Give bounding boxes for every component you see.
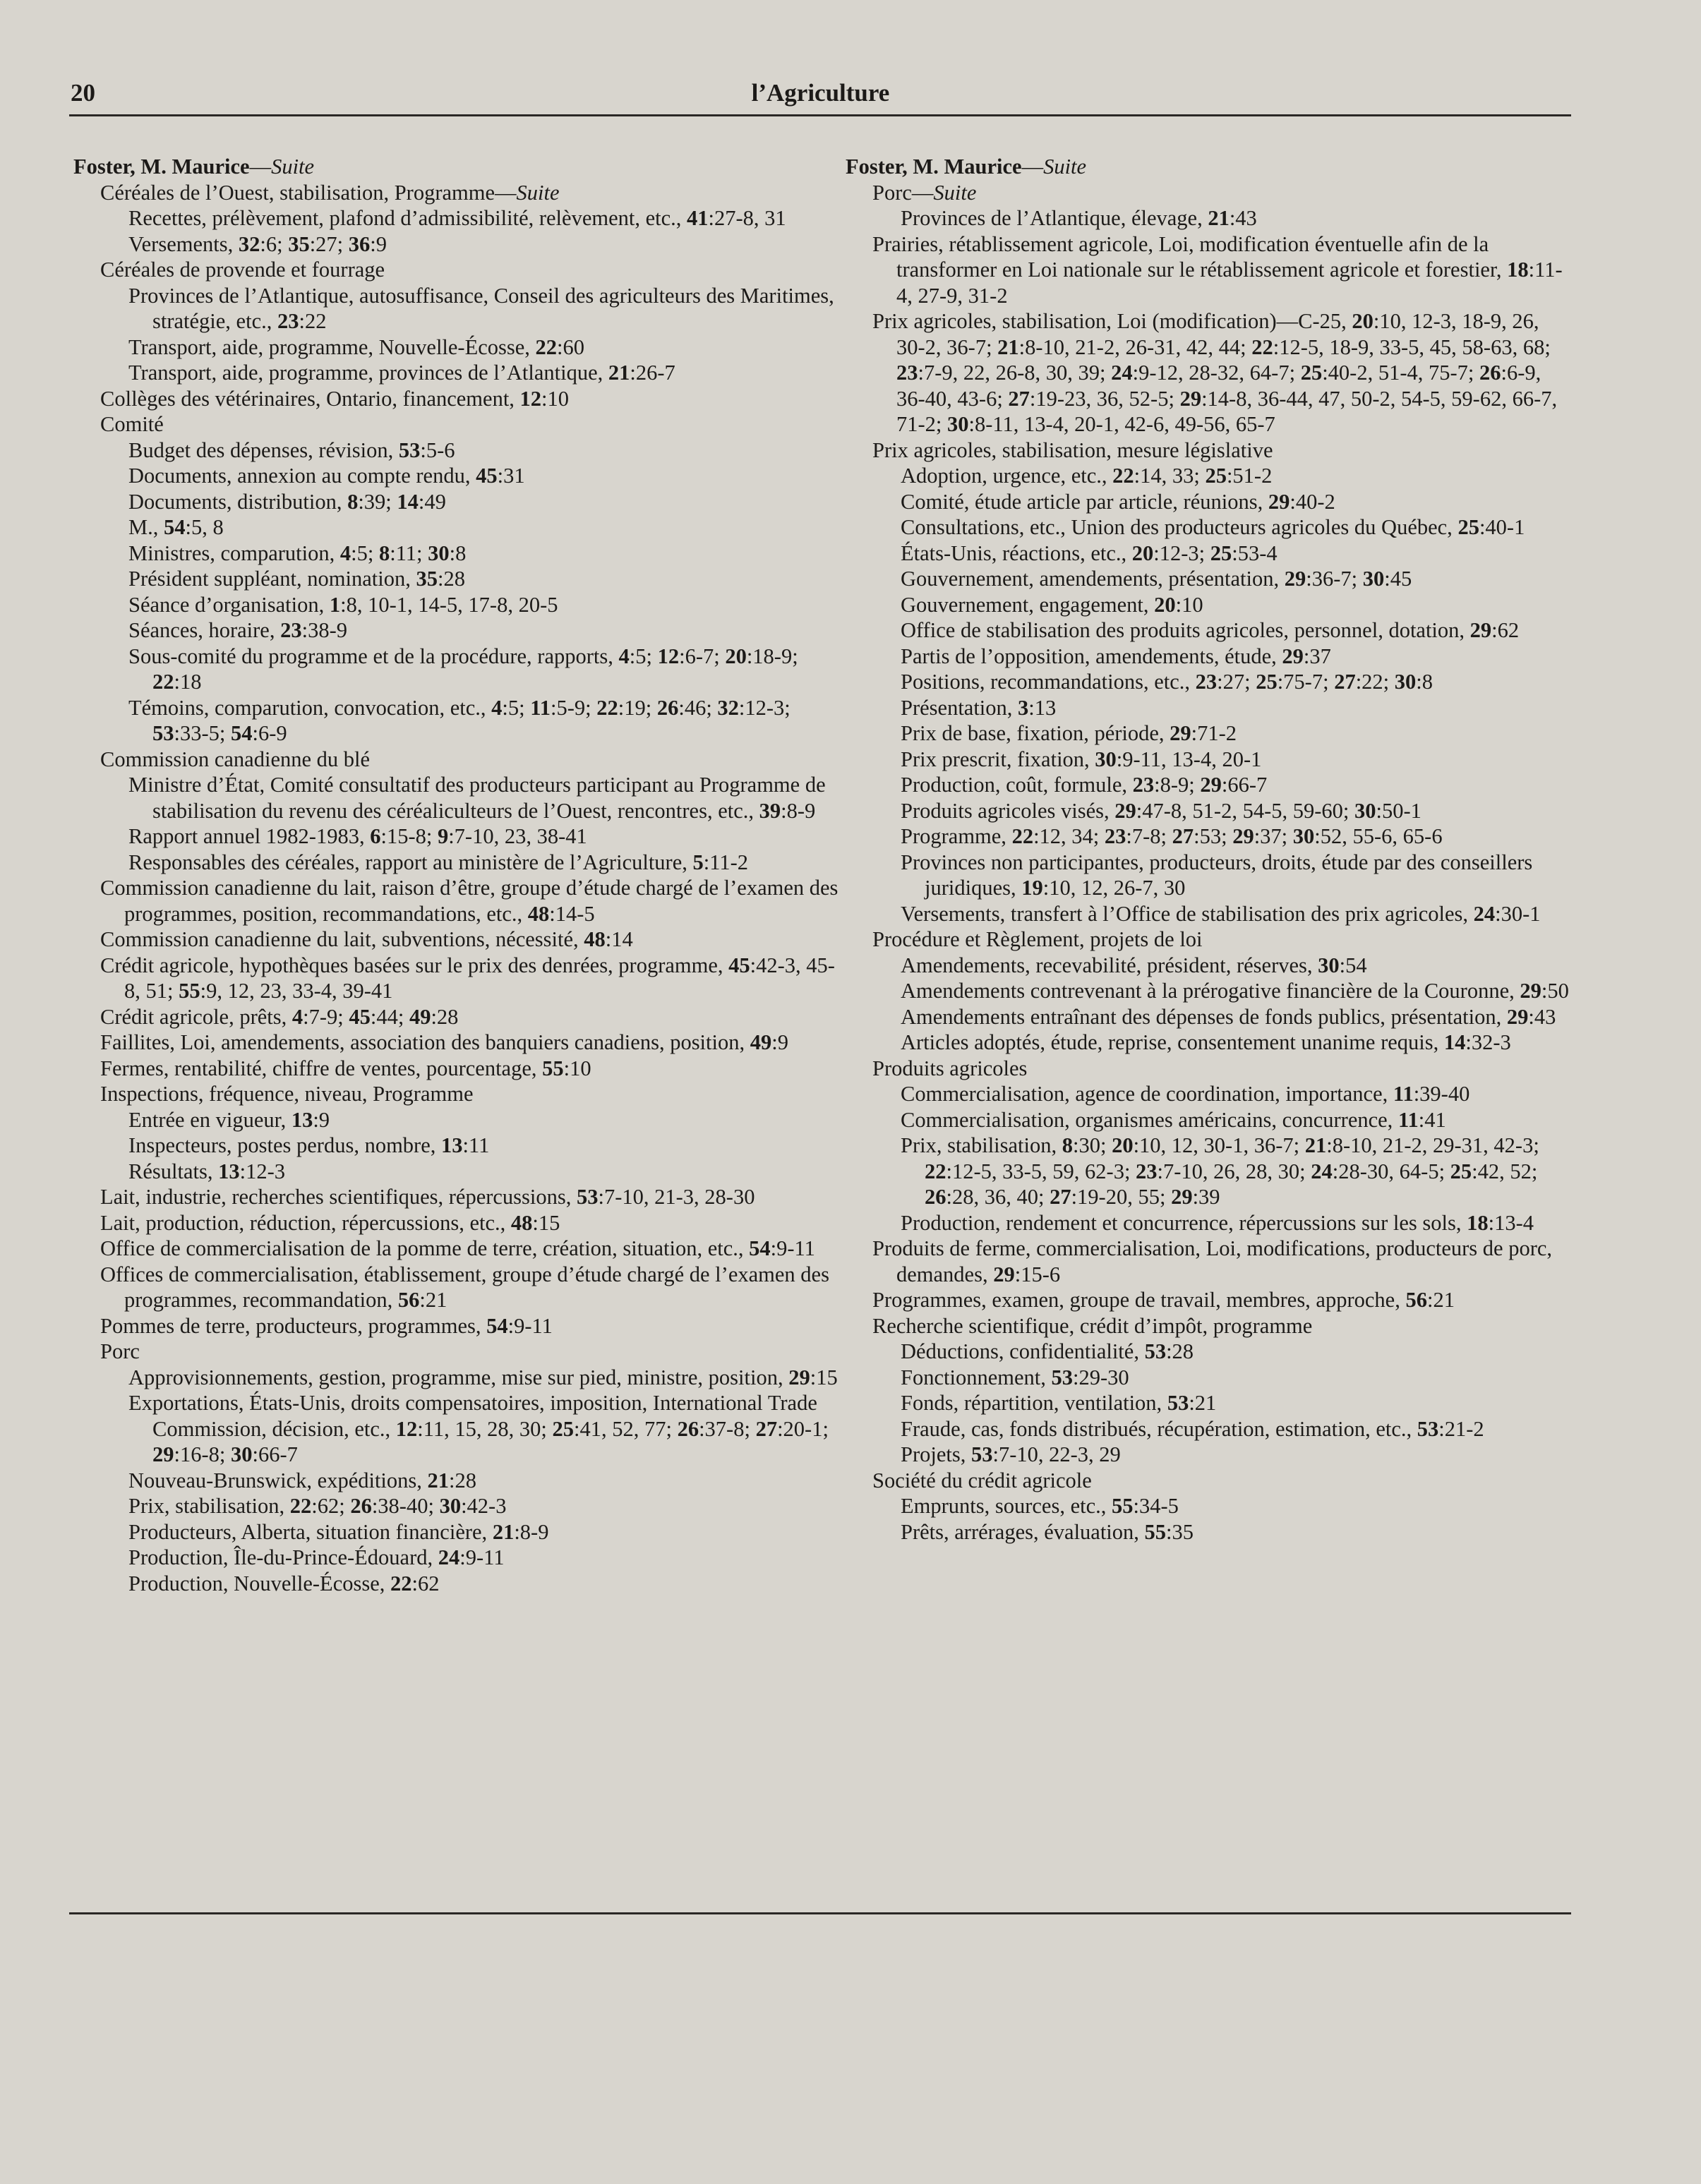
index-subentry: Comité, étude article par article, réunions, 29:40-2 [901,489,1335,514]
index-subentry: Production, coût, formule, 23:8-9; 29:66-7 [901,773,1268,797]
index-subentry: Versements, transfert à l’Office de stabilisation des prix agricoles, 24:30-1 [901,901,1541,926]
index-subentry: Gouvernement, amendements, présentation, 29:36-7; 30:45 [901,567,1412,591]
index-subentry: Amendements contrevenant à la prérogative financière de la Couronne, 29:50 [901,979,1569,1003]
header-rule [69,114,1571,116]
index-entry: Lait, production, réduction, répercussions, etc., 48:15 [100,1210,560,1235]
index-subentry: M., 54:5, 8 [128,515,224,539]
index-subentry: Office de stabilisation des produits agricoles, personnel, dotation, 29:62 [901,618,1520,642]
index-subentry: Ministre d’État, Comité consultatif des producteurs participant au Programme de stabilisation du revenu des céréaliculteurs de l’Ouest, rencontres, etc., 39:8-9 [128,773,826,823]
index-entry: Pommes de terre, producteurs, programmes, 54:9-11 [100,1313,553,1338]
index-entry: Crédit agricole, hypothèques basées sur le prix des denrées, programme, 45:42-3, 45-8, 51; 55:9, 12, 23, 33-4, 39-41 [100,953,835,1003]
index-entry: Prix agricoles, stabilisation, Loi (modification)—C-25, 20:10, 12-3, 18-9, 26, 30-2, 36-7; 21:8-10, 21-2, 26-31, 42, 44; 22:12-5, 18-9, 33-5, 45, 58-63, 68; 23:7-9, 22, 26-8, 30, 39; 24:9-12, 28-32, 64-7; 25:40-2, 51-4, 75-7; 26:6-9, 36-40, 43-6; 27:19-23, 36, 52-5; 29:14-8, 36-44, 47, 50-2, 54-5, 59-62, 66-7, 71-2; 30:8-11, 13-4, 20-1, 42-6, 49-56, 65-7 [872,309,1558,436]
index-subentry: Gouvernement, engagement, 20:10 [901,592,1203,617]
index-subentry: États-Unis, réactions, etc., 20:12-3; 25:53-4 [901,541,1278,565]
index-subentry: Production, rendement et concurrence, répercussions sur les sols, 18:13-4 [901,1210,1534,1235]
index-entry: Commission canadienne du blé [100,747,371,771]
index-entry: Fermes, rentabilité, chiffre de ventes, pourcentage, 55:10 [100,1056,591,1080]
index-subentry: Provinces de l’Atlantique, élevage, 21:43 [901,206,1257,230]
index-subentry: Projets, 53:7-10, 22-3, 29 [901,1442,1121,1466]
index-subentry: Production, Nouvelle-Écosse, 22:62 [128,1571,440,1595]
index-subentry: Commercialisation, organismes américains, concurrence, 11:41 [901,1107,1446,1132]
index-entry: Céréales de provende et fourrage [100,258,385,282]
index-subentry: Emprunts, sources, etc., 55:34-5 [901,1494,1179,1518]
index-subentry: Prix, stabilisation, 8:30; 20:10, 12, 30-1, 36-7; 21:8-10, 21-2, 29-31, 42-3; 22:12-5, 33-5, 59, 62-3; 23:7-10, 26, 28, 30; 24:28-30, 64-5; 25:42, 52; 26:28, 36, 40; 27:19-20, 55; 29:39 [901,1133,1539,1209]
index-subentry: Fonctionnement, 53:29-30 [901,1365,1129,1389]
index-subentry: Séances, horaire, 23:38-9 [128,618,347,642]
index-subentry: Producteurs, Alberta, situation financière, 21:8-9 [128,1519,549,1544]
index-subentry: Fraude, cas, fonds distribués, récupération, estimation, etc., 53:21-2 [901,1416,1484,1441]
index-subentry: Rapport annuel 1982-1983, 6:15-8; 9:7-10, 23, 38-41 [128,824,587,848]
index-subentry: Président suppléant, nomination, 35:28 [128,567,465,591]
index-entry: Office de commercialisation de la pomme de terre, création, situation, etc., 54:9-11 [100,1236,815,1260]
index-entry: Céréales de l’Ouest, stabilisation, Programme—Suite [100,180,560,205]
index-subentry: Présentation, 3:13 [901,695,1057,720]
index-entry: Produits agricoles [872,1056,1028,1080]
left-index-column [73,154,839,1596]
index-subentry: Provinces de l’Atlantique, autosuffisance, Conseil des agriculteurs des Maritimes, stratégie, etc., 23:22 [128,283,834,333]
index-entry: Prix agricoles, stabilisation, mesure législative [872,438,1273,462]
index-entry: Porc—Suite [872,180,977,205]
index-subentry: Inspecteurs, postes perdus, nombre, 13:11 [128,1133,490,1157]
index-entry: Offices de commercialisation, établissement, groupe d’étude chargé de l’examen des programmes, recommandation, 56:21 [100,1262,829,1312]
index-subentry: Consultations, etc., Union des producteurs agricoles du Québec, 25:40-1 [901,515,1525,539]
index-entry: Commission canadienne du lait, subventions, nécessité, 48:14 [100,927,633,951]
index-entry: Porc [100,1339,140,1363]
index-entry: Faillites, Loi, amendements, association des banquiers canadiens, position, 49:9 [100,1030,788,1054]
index-subentry: Amendements entraînant des dépenses de fonds publics, présentation, 29:43 [901,1004,1556,1029]
index-subentry: Entrée en vigueur, 13:9 [128,1107,330,1132]
index-entry: Comité [100,412,164,436]
index-subentry: Séance d’organisation, 1:8, 10-1, 14-5, 17-8, 20-5 [128,592,558,617]
index-entry: Commission canadienne du lait, raison d’être, groupe d’étude chargé de l’examen des programmes, position, recommandations, etc., 48:14-5 [100,876,839,926]
index-subentry: Nouveau-Brunswick, expéditions, 21:28 [128,1468,477,1492]
index-subentry: Documents, distribution, 8:39; 14:49 [128,489,446,514]
index-subentry: Partis de l’opposition, amendements, étude, 29:37 [901,644,1331,668]
page-header [71,79,1570,119]
index-entry: Prairies, rétablissement agricole, Loi, modification éventuelle afin de la transformer en Loi nationale sur le rétablissement agricole et forestier, 18:11-4, 27-9, 31-2 [872,231,1563,308]
index-subentry: Positions, recommandations, etc., 23:27; 25:75-7; 27:22; 30:8 [901,670,1433,694]
index-subentry: Programme, 22:12, 34; 23:7-8; 27:53; 29:37; 30:52, 55-6, 65-6 [901,824,1443,848]
index-subentry: Versements, 32:6; 35:27; 36:9 [128,231,387,256]
index-subentry: Déductions, confidentialité, 53:28 [901,1339,1194,1363]
index-subentry: Exportations, États-Unis, droits compensatoires, imposition, International Trade Commission, décision, etc., 12:11, 15, 28, 30; 25:41, 52, 77; 26:37-8; 27:20-1; 29:16-8; 30:66-7 [128,1391,829,1466]
index-entry: Inspections, fréquence, niveau, Programme [100,1082,474,1106]
index-subentry: Résultats, 13:12-3 [128,1159,285,1183]
index-subentry: Fonds, répartition, ventilation, 53:21 [901,1391,1217,1415]
index-heading: Foster, M. Maurice—Suite [846,155,1087,179]
index-subentry: Prix, stabilisation, 22:62; 26:38-40; 30:42-3 [128,1494,507,1518]
index-entry: Collèges des vétérinaires, Ontario, financement, 12:10 [100,386,570,411]
index-subentry: Témoins, comparution, convocation, etc., 4:5; 11:5-9; 22:19; 26:46; 32:12-3; 53:33-5; 54:6-9 [128,695,791,745]
index-subentry: Recettes, prélèvement, plafond d’admissibilité, relèvement, etc., 41:27-8, 31 [128,206,786,230]
index-subentry: Approvisionnements, gestion, programme, mise sur pied, ministre, position, 29:15 [128,1365,838,1389]
index-subentry: Adoption, urgence, etc., 22:14, 33; 25:51-2 [901,464,1273,488]
index-entry: Lait, industrie, recherches scientifiques, répercussions, 53:7-10, 21-3, 28-30 [100,1185,755,1209]
index-subentry: Prix prescrit, fixation, 30:9-11, 13-4, 20-1 [901,747,1262,771]
index-heading: Foster, M. Maurice—Suite [73,155,315,179]
index-subentry: Budget des dépenses, révision, 53:5-6 [128,438,455,462]
index-entry: Société du crédit agricole [872,1468,1092,1492]
index-subentry: Commercialisation, agence de coordination, importance, 11:39-40 [901,1082,1470,1106]
right-index-column [846,154,1573,1545]
index-subentry: Responsables des céréales, rapport au ministère de l’Agriculture, 5:11-2 [128,850,748,874]
index-subentry: Provinces non participantes, producteurs, droits, étude par des conseillers juridiques, 19:10, 12, 26-7, 30 [901,850,1533,900]
running-title: l’Agriculture [751,79,890,107]
index-subentry: Produits agricoles visés, 29:47-8, 51-2, 54-5, 59-60; 30:50-1 [901,798,1421,823]
index-subentry: Documents, annexion au compte rendu, 45:31 [128,464,525,488]
page-number: 20 [71,79,95,107]
index-entry: Recherche scientifique, crédit d’impôt, programme [872,1313,1313,1338]
index-entry: Crédit agricole, prêts, 4:7-9; 45:44; 49:28 [100,1004,459,1029]
index-subentry: Sous-comité du programme et de la procédure, rapports, 4:5; 12:6-7; 20:18-9; 22:18 [128,644,798,694]
index-subentry: Production, Île-du-Prince-Édouard, 24:9-11 [128,1545,505,1569]
index-subentry: Prix de base, fixation, période, 29:71-2 [901,721,1237,745]
footer-rule [69,1912,1571,1914]
index-subentry: Prêts, arrérages, évaluation, 55:35 [901,1519,1194,1544]
index-entry: Procédure et Règlement, projets de loi [872,927,1203,951]
index-subentry: Amendements, recevabilité, président, réserves, 30:54 [901,953,1367,977]
index-subentry: Transport, aide, programme, provinces de l’Atlantique, 21:26-7 [128,361,675,385]
index-subentry: Articles adoptés, étude, reprise, consentement unanime requis, 14:32-3 [901,1030,1511,1054]
index-subentry: Ministres, comparution, 4:5; 8:11; 30:8 [128,541,467,565]
index-subentry: Transport, aide, programme, Nouvelle-Écosse, 22:60 [128,334,585,359]
index-entry: Programmes, examen, groupe de travail, membres, approche, 56:21 [872,1288,1455,1312]
index-entry: Produits de ferme, commercialisation, Loi, modifications, producteurs de porc, demandes, 29:15-6 [872,1236,1553,1286]
